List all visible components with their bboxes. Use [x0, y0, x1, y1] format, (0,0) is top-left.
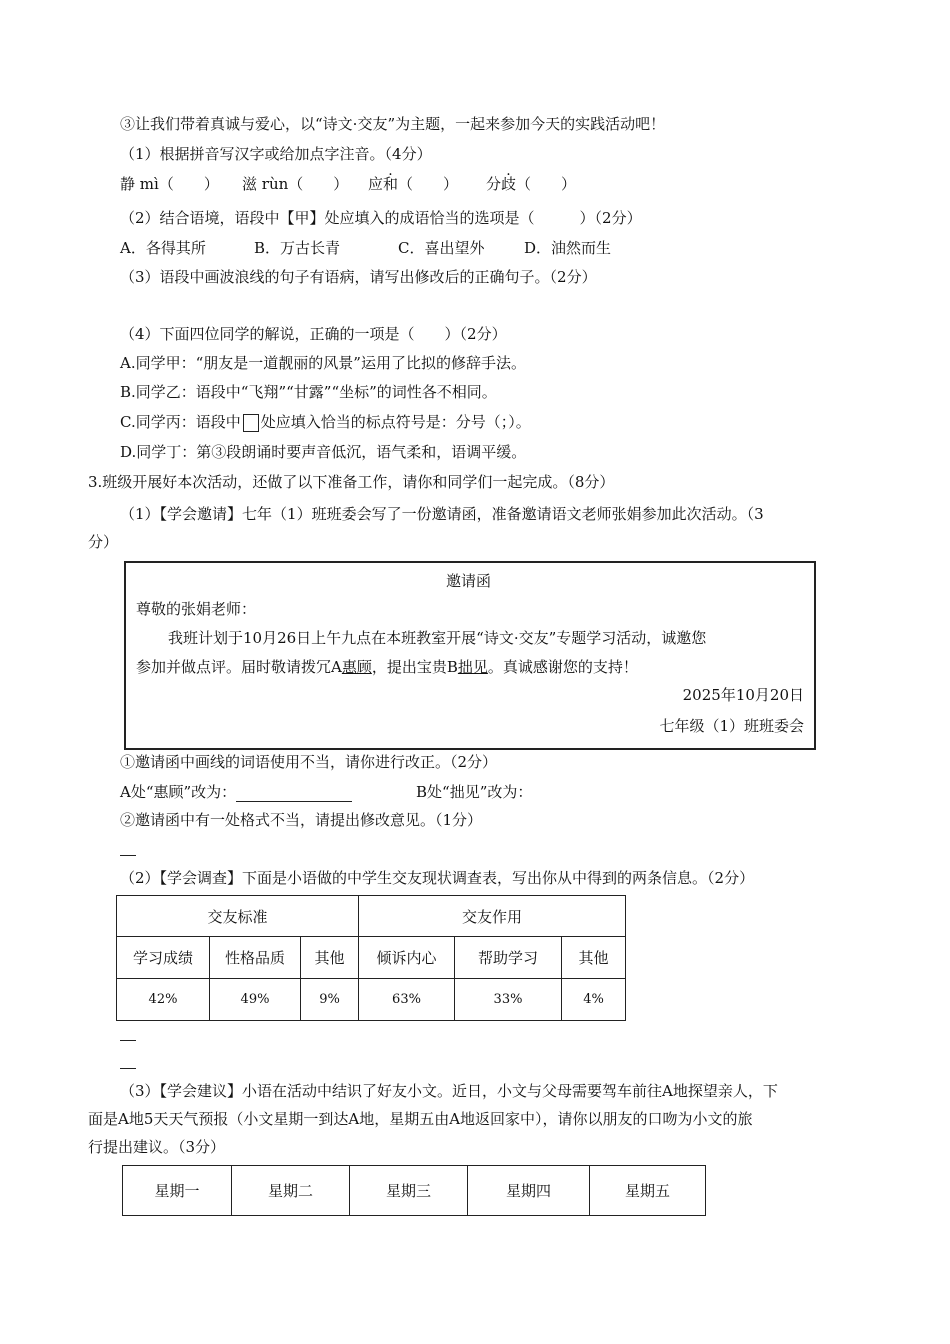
- q1-item-3-char: 应: [368, 175, 384, 193]
- q4-option-a: A.同学甲：“朋友是一道靓丽的风景”运用了比拟的修辞手法。: [120, 354, 526, 372]
- sub-question-1-b: B处“拙见”改为：: [416, 783, 533, 801]
- part3-prompt-line3: 行提出建议。（3分）: [88, 1138, 226, 1156]
- q2-option-d: D．油然而生: [524, 239, 612, 257]
- q1-item-3-blank: （ ）: [398, 175, 459, 193]
- survey-header-cell: 其他: [562, 937, 626, 979]
- q1-item-1-pinyin: mì: [139, 175, 159, 193]
- survey-value-cell: 42%: [117, 979, 210, 1021]
- survey-value-cell: 9%: [301, 979, 359, 1021]
- question-2: （2）结合语境，语段中【甲】处应填入的成语恰当的选项是（ ）（2分）: [120, 209, 642, 227]
- q1-item-2-pinyin: rùn: [261, 175, 289, 193]
- q1-item-4: [486, 174, 576, 194]
- survey-value-cell: 63%: [359, 979, 455, 1021]
- q1-item-4-dotted-char: 歧: [501, 175, 517, 193]
- answer-dash: [120, 1040, 136, 1041]
- survey-header-cell: 性格品质: [210, 937, 301, 979]
- q4-option-c: [120, 412, 531, 432]
- survey-table: [116, 895, 626, 1021]
- q1-item-2-char: 滋: [242, 175, 258, 193]
- invitation-body-text-b: ，提出宝贵B: [371, 658, 458, 676]
- invitation-box: [124, 561, 816, 750]
- answer-dash: [120, 855, 136, 856]
- sub-question-1-a: [120, 782, 352, 802]
- blank-box: [243, 414, 259, 432]
- part3-prompt-line1: （3）【学会建议】小语在活动中结识了好友小文。近日，小文与父母需要驾车前往A地探望亲人，下: [120, 1082, 778, 1100]
- survey-header-cell: 倾诉内心: [359, 937, 455, 979]
- invitation-date: 2025年10月20日: [682, 686, 804, 704]
- survey-value-cell: 33%: [455, 979, 562, 1021]
- q1-item-2-blank: （ ）: [288, 175, 349, 193]
- q1-item-3: [368, 174, 458, 194]
- sub-question-1: ①邀请函中画线的词语使用不当，请你进行改正。（2分）: [120, 753, 498, 771]
- q1-item-3-dotted-char: 和: [383, 175, 399, 193]
- q4-option-b: B.同学乙：语段中“飞翔”“甘露”“坐标”的词性各不相同。: [120, 383, 497, 401]
- invitation-body-text-a: 参加并做点评。届时敬请拨冗A: [136, 658, 342, 676]
- survey-group-effects: 交友作用: [359, 896, 626, 937]
- sub-question-2: ②邀请函中有一处格式不当，请提出修改意见。（1分）: [120, 811, 483, 829]
- invitation-heading: 邀请函: [446, 572, 492, 590]
- q1-item-1-blank: （ ）: [158, 175, 219, 193]
- q1-item-4-blank: （ ）: [516, 175, 577, 193]
- survey-header-cell: 帮助学习: [455, 937, 562, 979]
- part1-prompt-line2: 分）: [88, 533, 119, 551]
- section-3-title: 3.班级开展好本次活动，还做了以下准备工作，请你和同学们一起完成。（8分）: [88, 473, 615, 491]
- weather-day-cell: 星期三: [350, 1166, 468, 1216]
- part1-prompt-line1: （1）【学会邀请】七年（1）班班委会写了一份邀请函，准备邀请语文老师张娟参加此次活动。（3: [120, 505, 764, 523]
- weather-day-cell: 星期二: [232, 1166, 350, 1216]
- q1-item-2: [242, 174, 348, 194]
- q2-option-a: A．各得其所: [120, 239, 206, 257]
- paragraph-3: ③让我们带着真诚与爱心，以“诗文·交友”为主题，一起来参加今天的实践活动吧！: [120, 115, 666, 133]
- invitation-body-line2: [136, 657, 638, 677]
- question-4: （4）下面四位同学的解说，正确的一项是（ ）（2分）: [120, 325, 507, 343]
- q1-item-1: [120, 174, 219, 194]
- q2-option-c: C．喜出望外: [398, 239, 485, 257]
- q2-option-b: B．万古长青: [254, 239, 341, 257]
- q1-item-4-char: 分: [486, 175, 502, 193]
- q4-option-d: D.同学丁：第③段朗诵时要声音低沉，语气柔和，语调平缓。: [120, 443, 527, 461]
- survey-header-cell: 其他: [301, 937, 359, 979]
- invitation-salutation: 尊敬的张娟老师：: [136, 600, 257, 618]
- underlined-word-b: 拙见: [457, 658, 488, 676]
- weather-day-cell: 星期一: [123, 1166, 232, 1216]
- survey-group-standards: 交友标准: [117, 896, 359, 937]
- question-3: （3）语段中画波浪线的句子有语病，请写出修改后的正确句子。（2分）: [120, 268, 597, 286]
- q4-option-c-text-2: 处应填入恰当的标点符号是：分号（；）。: [260, 413, 531, 431]
- invitation-signature: 七年级（1）班班委会: [659, 717, 804, 735]
- part3-prompt-line2: 面是A地5天天气预报（小文星期一到达A地，星期五由A地返回家中），请你以朋友的口吻为小文的旅: [88, 1110, 753, 1128]
- q1-item-1-char: 静: [120, 175, 136, 193]
- survey-header-cell: 学习成绩: [117, 937, 210, 979]
- survey-value-cell: 4%: [562, 979, 626, 1021]
- q4-option-c-text-1: C.同学丙：语段中: [120, 413, 241, 431]
- weather-day-cell: 星期五: [590, 1166, 706, 1216]
- answer-a-blank[interactable]: [236, 785, 352, 802]
- weather-day-cell: 星期四: [468, 1166, 590, 1216]
- part2-prompt: （2）【学会调查】下面是小语做的中学生交友现状调查表，写出你从中得到的两条信息。（2分）: [120, 869, 755, 887]
- answer-a-label: A处“惠顾”改为：: [120, 783, 237, 801]
- answer-dash: [120, 1068, 136, 1069]
- invitation-body-text-c: 。真诚感谢您的支持！: [487, 658, 638, 676]
- invitation-body-line1: 我班计划于10月26日上午九点在本班教室开展“诗文·交友”专题学习活动，诚邀您: [168, 629, 707, 647]
- underlined-word-a: 惠顾: [341, 658, 372, 676]
- question-1: （1）根据拼音写汉字或给加点字注音。（4分）: [120, 145, 432, 163]
- weather-table: [122, 1165, 706, 1216]
- survey-value-cell: 49%: [210, 979, 301, 1021]
